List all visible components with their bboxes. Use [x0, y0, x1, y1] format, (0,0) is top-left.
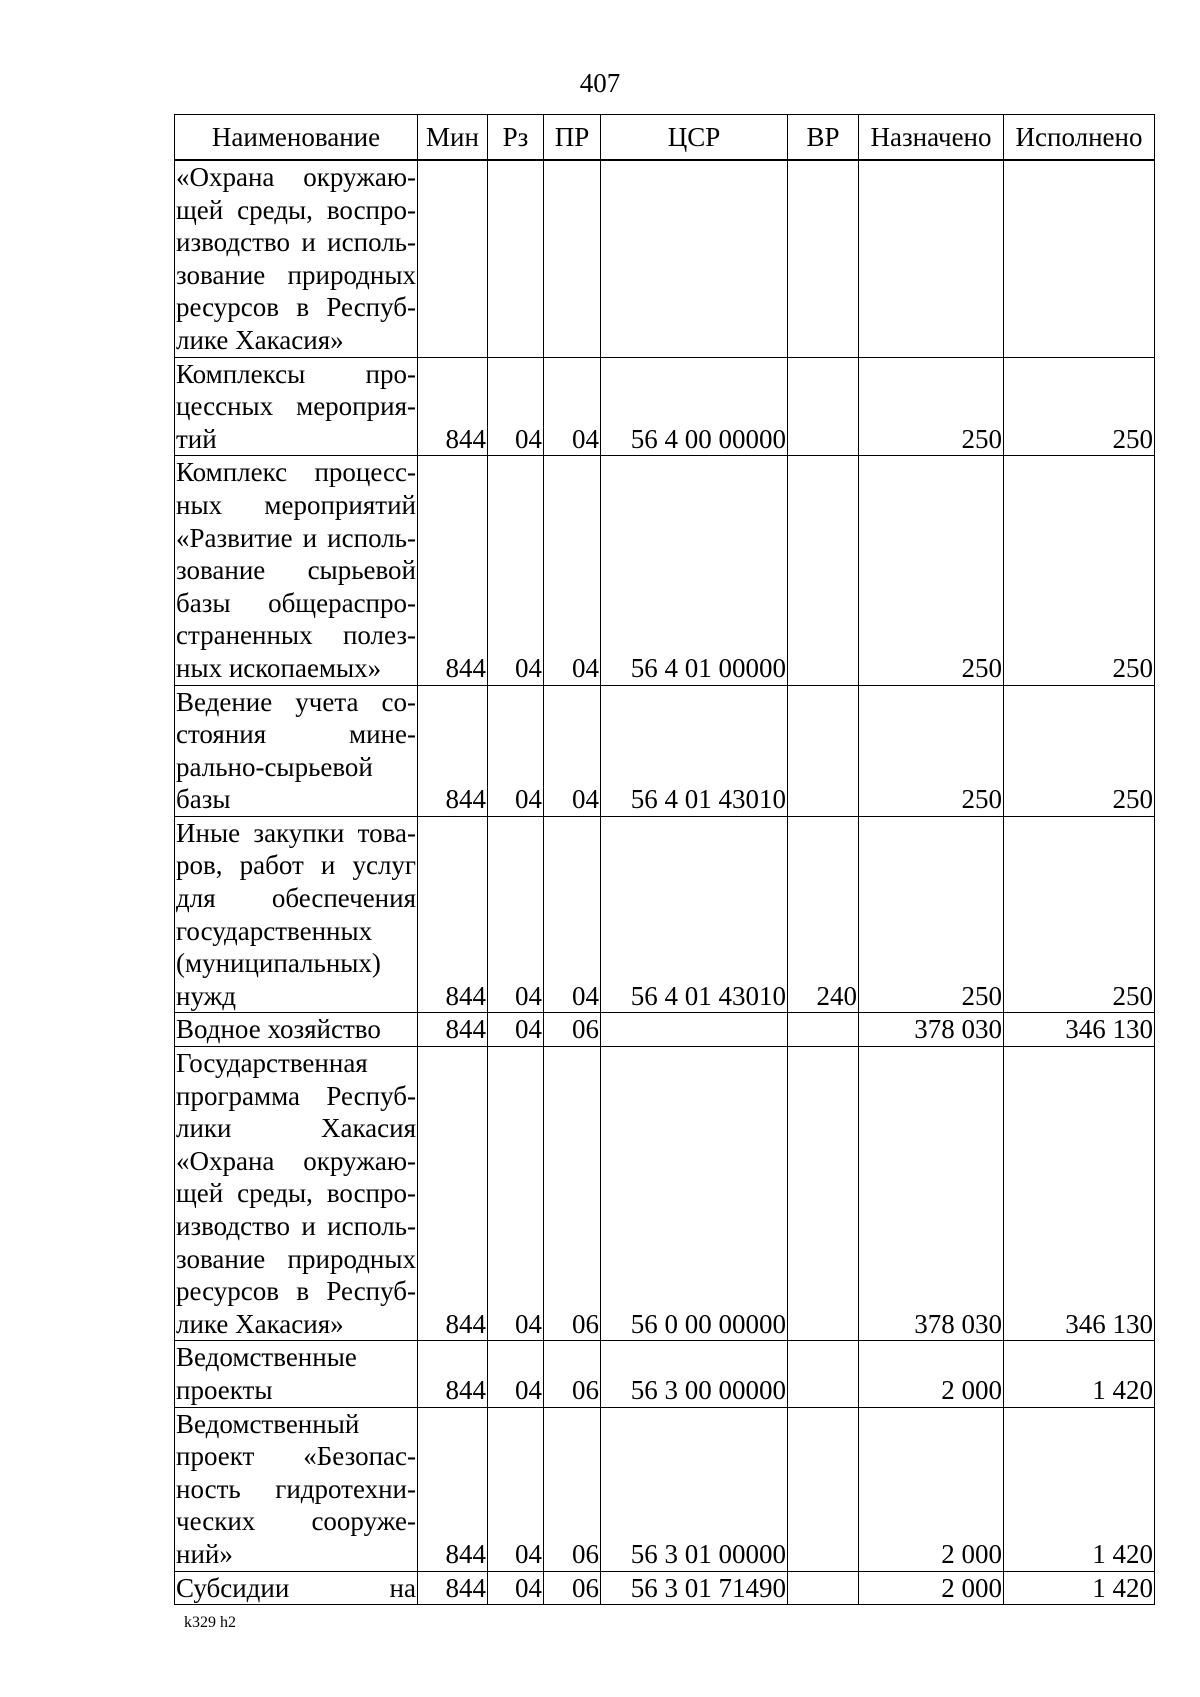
cell-name — [175, 160, 418, 357]
name-line: «Охрана окружаю- — [176, 1145, 416, 1176]
cell-executed: 1 420 — [1004, 1407, 1155, 1571]
table-row — [175, 357, 1155, 456]
name-line: щей среды, воспро- — [176, 1178, 416, 1209]
name-line: щей среды, воспро- — [176, 194, 416, 225]
cell-min: 844 — [418, 685, 488, 816]
cell-name — [175, 1013, 418, 1047]
name-line: «Развитие и исполь- — [176, 522, 416, 553]
header-row — [175, 115, 1155, 161]
cell-name — [175, 1407, 418, 1571]
cell-vr — [788, 1341, 859, 1407]
name-line: зование природных — [176, 259, 416, 290]
cell-vr — [788, 160, 859, 357]
cell-min: 844 — [418, 1013, 488, 1047]
cell-min: 844 — [418, 1571, 488, 1605]
name-line: ресурсов в Респуб- — [176, 292, 416, 323]
cell-assigned — [859, 160, 1004, 357]
cell-rz: 04 — [488, 685, 544, 816]
cell-rz: 04 — [488, 456, 544, 685]
cell-assigned: 378 030 — [859, 1047, 1004, 1341]
cell-csr: 56 4 01 43010 — [601, 816, 788, 1013]
cell-rz — [488, 160, 544, 357]
header-vr: ВР — [788, 115, 859, 161]
name-line: ров, работ и услуг — [176, 850, 416, 881]
cell-pr: 04 — [544, 816, 601, 1013]
cell-executed — [1004, 160, 1155, 357]
cell-pr: 04 — [544, 685, 601, 816]
cell-rz: 04 — [488, 1047, 544, 1341]
table-row — [175, 1341, 1155, 1407]
cell-pr: 06 — [544, 1047, 601, 1341]
cell-name — [175, 1571, 418, 1605]
name-line: изводство и исполь- — [176, 227, 416, 258]
name-line: Комплекс процесс- — [176, 457, 416, 488]
cell-pr: 06 — [544, 1407, 601, 1571]
name-line: Ведение учета со- — [176, 686, 416, 717]
cell-executed: 346 130 — [1004, 1013, 1155, 1047]
cell-pr: 06 — [544, 1341, 601, 1407]
name-line: базы — [176, 784, 231, 815]
name-line: Государственная — [176, 1048, 368, 1079]
cell-executed: 250 — [1004, 357, 1155, 456]
name-line: проект «Безопас- — [176, 1441, 416, 1472]
cell-assigned: 250 — [859, 816, 1004, 1013]
header-pr: ПР — [544, 115, 601, 161]
name-line: «Охрана окружаю- — [176, 162, 416, 192]
cell-executed: 1 420 — [1004, 1571, 1155, 1605]
table-row — [175, 685, 1155, 816]
name-line: программа Респуб- — [176, 1080, 416, 1111]
table-body — [175, 160, 1155, 1605]
name-line: ность гидротехни- — [176, 1473, 416, 1504]
name-line: для обеспечения — [176, 883, 416, 914]
cell-rz: 04 — [488, 1013, 544, 1047]
name-line: зование природных — [176, 1243, 416, 1274]
cell-assigned: 378 030 — [859, 1013, 1004, 1047]
cell-assigned: 250 — [859, 685, 1004, 816]
cell-vr — [788, 685, 859, 816]
header-min: Мин — [418, 115, 488, 161]
cell-pr: 06 — [544, 1571, 601, 1605]
cell-vr — [788, 1013, 859, 1047]
name-line: ресурсов в Респуб- — [176, 1276, 416, 1307]
cell-rz: 04 — [488, 357, 544, 456]
cell-min: 844 — [418, 456, 488, 685]
cell-csr: 56 3 01 71490 — [601, 1571, 788, 1605]
cell-executed: 250 — [1004, 816, 1155, 1013]
header-csr: ЦСР — [601, 115, 788, 161]
cell-executed: 1 420 — [1004, 1341, 1155, 1407]
name-line: государственных — [176, 915, 373, 946]
name-line: Ведомственный — [176, 1408, 360, 1439]
name-line: (муниципальных) — [176, 948, 381, 979]
name-line: Комплексы про- — [176, 358, 416, 389]
table-row — [175, 1013, 1155, 1047]
cell-csr: 56 0 00 00000 — [601, 1047, 788, 1341]
cell-name — [175, 1341, 418, 1407]
cell-csr — [601, 160, 788, 357]
table-row — [175, 1571, 1155, 1605]
cell-rz: 04 — [488, 1571, 544, 1605]
name-line: ний» — [176, 1538, 233, 1569]
name-line: лике Хакасия» — [176, 1308, 344, 1339]
cell-min: 844 — [418, 816, 488, 1013]
cell-vr — [788, 1047, 859, 1341]
cell-csr: 56 3 01 00000 — [601, 1407, 788, 1571]
cell-pr: 06 — [544, 1013, 601, 1047]
header-name: Наименование — [175, 115, 418, 161]
table-row — [175, 456, 1155, 685]
table-row — [175, 160, 1155, 357]
cell-rz: 04 — [488, 1341, 544, 1407]
cell-assigned: 2 000 — [859, 1341, 1004, 1407]
table-row — [175, 816, 1155, 1013]
cell-min — [418, 160, 488, 357]
cell-csr: 56 4 00 00000 — [601, 357, 788, 456]
name-line: Иные закупки това- — [176, 817, 416, 848]
cell-min: 844 — [418, 1047, 488, 1341]
header-rz: Рз — [488, 115, 544, 161]
cell-min: 844 — [418, 357, 488, 456]
cell-min: 844 — [418, 1407, 488, 1571]
name-line: страненных полез- — [176, 620, 416, 651]
table-row — [175, 1047, 1155, 1341]
header-executed: Исполнено — [1004, 115, 1155, 161]
cell-vr — [788, 456, 859, 685]
table-row — [175, 1407, 1155, 1571]
cell-name — [175, 456, 418, 685]
cell-name — [175, 816, 418, 1013]
cell-executed: 250 — [1004, 456, 1155, 685]
cell-assigned: 250 — [859, 456, 1004, 685]
name-line: базы общераспро- — [176, 587, 416, 618]
cell-pr: 04 — [544, 357, 601, 456]
name-line: ных ископаемых» — [176, 652, 382, 683]
cell-name — [175, 1047, 418, 1341]
cell-executed: 250 — [1004, 685, 1155, 816]
footer-code: k329 h2 — [184, 1614, 236, 1631]
cell-csr: 56 4 01 00000 — [601, 456, 788, 685]
cell-pr: 04 — [544, 456, 601, 685]
cell-csr: 56 4 01 43010 — [601, 685, 788, 816]
name-line: лики Хакасия — [176, 1113, 416, 1144]
cell-executed: 346 130 — [1004, 1047, 1155, 1341]
name-line: стояния мине- — [176, 719, 416, 750]
budget-table — [174, 114, 1155, 1605]
page-number: 407 — [579, 68, 621, 98]
name-line: лике Хакасия» — [176, 324, 344, 355]
cell-rz: 04 — [488, 816, 544, 1013]
cell-rz: 04 — [488, 1407, 544, 1571]
cell-assigned: 2 000 — [859, 1407, 1004, 1571]
cell-csr: 56 3 00 00000 — [601, 1341, 788, 1407]
cell-name — [175, 685, 418, 816]
cell-pr — [544, 160, 601, 357]
name-line: Ведомственные — [176, 1342, 357, 1373]
name-line: ческих сооруже- — [176, 1506, 416, 1537]
cell-vr — [788, 1407, 859, 1571]
name-line: нужд — [176, 980, 236, 1011]
name-line: цессных мероприя- — [176, 391, 416, 422]
name-line: ных мероприятий — [176, 489, 416, 520]
cell-csr — [601, 1013, 788, 1047]
name-line: проекты — [176, 1374, 273, 1405]
name-line: тий — [176, 423, 217, 454]
cell-assigned: 2 000 — [859, 1571, 1004, 1605]
cell-vr: 240 — [788, 816, 859, 1013]
cell-assigned: 250 — [859, 357, 1004, 456]
name-line: изводство и исполь- — [176, 1211, 416, 1241]
cell-name — [175, 357, 418, 456]
cell-vr — [788, 1571, 859, 1605]
name-line: зование сырьевой — [176, 555, 416, 586]
name-line: Водное хозяйство — [176, 1014, 381, 1045]
name-line: рально-сырьевой — [176, 751, 373, 782]
name-line: Субсидии на — [176, 1572, 416, 1603]
cell-min: 844 — [418, 1341, 488, 1407]
header-assigned: Назначено — [859, 115, 1004, 161]
cell-vr — [788, 357, 859, 456]
